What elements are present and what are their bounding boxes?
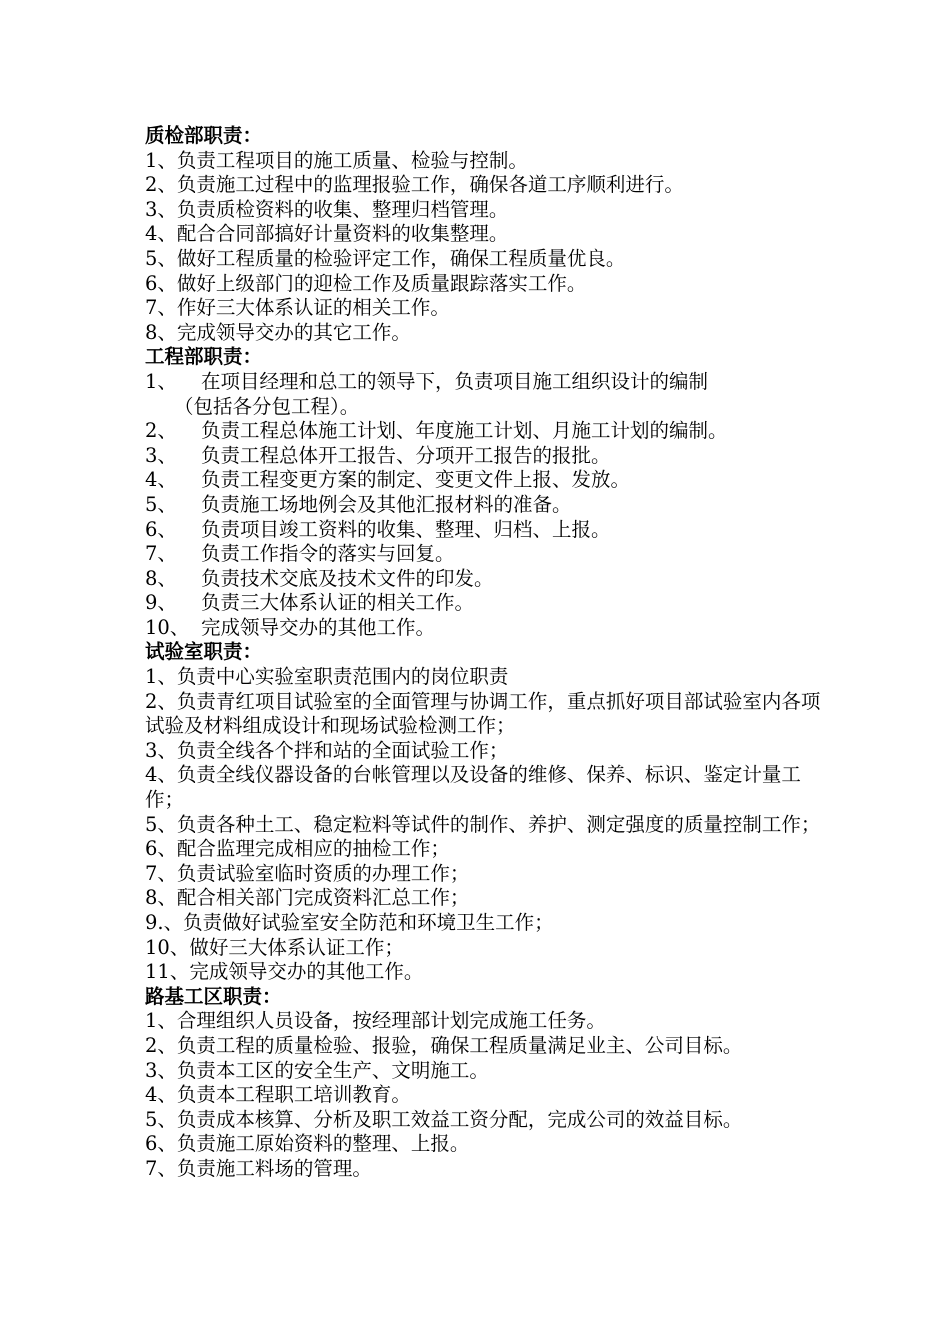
item-number: 4、 bbox=[145, 468, 177, 492]
section-laboratory bbox=[145, 640, 825, 984]
list-item: 4、负责本工程职工培训教育。 bbox=[145, 1083, 411, 1107]
list-item: 4、配合合同部搞好计量资料的收集整理。 bbox=[145, 222, 509, 246]
list-item: 8、完成领导交办的其它工作。 bbox=[145, 320, 411, 344]
list-item: 3、负责全线各个拌和站的全面试验工作； bbox=[145, 738, 509, 762]
list-item: 11、完成领导交办的其他工作。 bbox=[145, 960, 424, 984]
list-item: 6、配合监理完成相应的抽检工作； bbox=[145, 837, 450, 861]
list-item: 6、负责施工原始资料的整理、上报。 bbox=[145, 1132, 470, 1156]
item-number: 10、 bbox=[145, 615, 190, 639]
item-number: 3、 bbox=[145, 443, 177, 467]
item-number: 7、 bbox=[145, 542, 177, 566]
list-item: 5、做好工程质量的检验评定工作，确保工程质量优良。 bbox=[145, 246, 626, 270]
item-text: 负责三大体系认证的相关工作。 bbox=[201, 591, 475, 615]
list-item: 1、负责工程项目的施工质量、检验与控制。 bbox=[145, 148, 528, 172]
list-item bbox=[145, 493, 825, 518]
item-text: 负责工程总体开工报告、分项开工报告的报批。 bbox=[201, 443, 611, 467]
item-number: 6、 bbox=[145, 517, 177, 541]
list-item bbox=[145, 567, 825, 592]
list-item bbox=[145, 370, 825, 395]
section-heading: 质检部职责： bbox=[145, 124, 263, 147]
section-heading: 路基工区职责： bbox=[145, 984, 282, 1008]
item-number: 5、 bbox=[145, 492, 177, 516]
list-item-continuation: （包括各分包工程）。 bbox=[174, 394, 360, 418]
list-item: 5、负责成本核算、分析及职工效益工资分配，完成公司的效益目标。 bbox=[145, 1107, 743, 1131]
item-number: 8、 bbox=[145, 566, 177, 590]
item-number: 9、 bbox=[145, 591, 177, 615]
section-quality-inspection bbox=[145, 124, 825, 345]
list-item: 6、做好上级部门的迎检工作及质量跟踪落实工作。 bbox=[145, 271, 587, 295]
item-text: 负责项目竣工资料的收集、整理、归档、上报。 bbox=[201, 517, 611, 541]
item-text: 负责工程总体施工计划、年度施工计划、月施工计划的编制。 bbox=[201, 419, 728, 443]
list-item bbox=[145, 468, 825, 493]
list-item: 8、配合相关部门完成资料汇总工作； bbox=[145, 886, 470, 910]
item-text: 完成领导交办的其他工作。 bbox=[201, 615, 436, 639]
list-item: 2、负责施工过程中的监理报验工作，确保各道工序顺利进行。 bbox=[145, 173, 684, 197]
list-item bbox=[145, 419, 825, 444]
item-text: 负责工程变更方案的制定、变更文件上报、发放。 bbox=[201, 468, 631, 492]
item-text: 负责工作指令的落实与回复。 bbox=[201, 542, 455, 566]
item-number: 2、 bbox=[145, 419, 177, 443]
list-item: 2、负责工程的质量检验、报验，确保工程质量满足业主、公司目标。 bbox=[145, 1033, 743, 1057]
list-item: 7、负责试验室临时资质的办理工作； bbox=[145, 861, 470, 885]
list-item: 1、负责中心实验室职责范围内的岗位职责 bbox=[145, 665, 509, 689]
list-item bbox=[145, 616, 825, 641]
list-item: 10、做好三大体系认证工作； bbox=[145, 935, 404, 959]
document-page bbox=[145, 124, 825, 1182]
section-subgrade-work-area bbox=[145, 985, 825, 1182]
list-item bbox=[145, 444, 825, 469]
list-item: 9.、负责做好试验室安全防范和环境卫生工作； bbox=[145, 911, 554, 934]
list-item: 7、作好三大体系认证的相关工作。 bbox=[145, 296, 450, 320]
list-item bbox=[145, 542, 825, 567]
section-engineering bbox=[145, 345, 825, 640]
item-text: 负责施工场地例会及其他汇报材料的准备。 bbox=[201, 492, 572, 516]
list-item bbox=[145, 591, 825, 616]
list-item bbox=[145, 518, 825, 543]
item-text: 负责技术交底及技术文件的印发。 bbox=[201, 566, 494, 590]
item-text: 在项目经理和总工的领导下，负责项目施工组织设计的编制 bbox=[201, 369, 709, 393]
list-item: 2、负责青红项目试验室的全面管理与协调工作，重点抓好项目部试验室内各项试验及材料组成设计和现场试验检测工作； bbox=[145, 689, 821, 738]
list-item: 1、合理组织人员设备，按经理部计划完成施工任务。 bbox=[145, 1009, 606, 1033]
section-heading: 工程部职责： bbox=[145, 345, 263, 369]
list-item: 7、负责施工料场的管理。 bbox=[145, 1156, 372, 1180]
list-item: 3、负责本工区的安全生产、文明施工。 bbox=[145, 1058, 489, 1082]
item-number: 1、 bbox=[145, 369, 177, 393]
section-heading: 试验室职责： bbox=[145, 640, 263, 664]
list-item: 3、负责质检资料的收集、整理归档管理。 bbox=[145, 197, 509, 221]
list-item: 5、负责各种土工、稳定粒料等试件的制作、养护、测定强度的质量控制工作； bbox=[145, 812, 821, 836]
list-item: 4、负责全线仪器设备的台帐管理以及设备的维修、保养、标识、鉴定计量工作； bbox=[145, 763, 801, 812]
